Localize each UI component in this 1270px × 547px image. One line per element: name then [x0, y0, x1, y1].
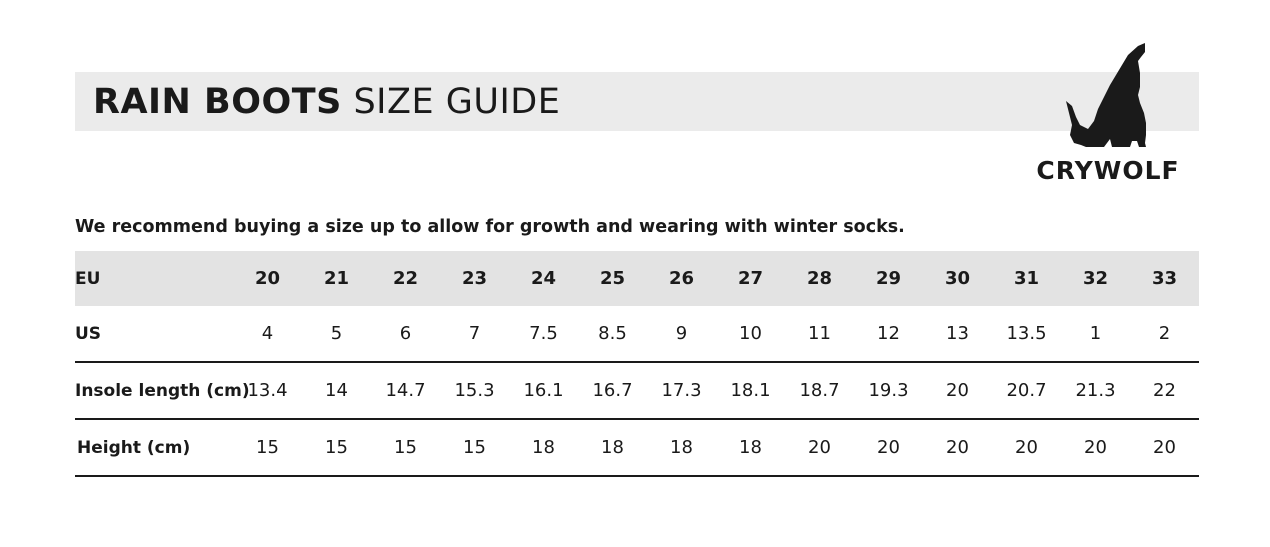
size-cell: 6: [371, 306, 440, 362]
size-cell: 15: [440, 419, 509, 476]
size-cell: 32: [1061, 251, 1130, 306]
size-cell: 20: [233, 251, 302, 306]
size-note: We recommend buying a size up to allow for growth and wearing with winter socks.: [75, 217, 905, 237]
size-cell: 13.4: [233, 362, 302, 419]
size-cell: 18.1: [716, 362, 785, 419]
size-cell: 10: [716, 306, 785, 362]
row-label-insole: Insole length (cm): [75, 362, 233, 419]
size-cell: 21.3: [1061, 362, 1130, 419]
table-row-height: [75, 419, 1199, 476]
size-cell: 28: [785, 251, 854, 306]
size-cell: 25: [578, 251, 647, 306]
brand-name: CRYWOLF: [1036, 156, 1180, 185]
size-cell: 15: [302, 419, 371, 476]
title-rest: SIZE GUIDE: [353, 82, 561, 122]
size-cell: 18: [509, 419, 578, 476]
row-label-eu: EU: [75, 251, 233, 306]
size-cell: 33: [1130, 251, 1199, 306]
size-cell: 20: [923, 362, 992, 419]
size-cell: 13: [923, 306, 992, 362]
howling-wolf-icon: [1066, 43, 1148, 151]
size-cell: 18.7: [785, 362, 854, 419]
size-cell: 16.1: [509, 362, 578, 419]
size-cell: 15: [233, 419, 302, 476]
size-table: [75, 251, 1199, 477]
size-cell: 20: [1061, 419, 1130, 476]
size-cell: 5: [302, 306, 371, 362]
size-cell: 26: [647, 251, 716, 306]
size-cell: 22: [1130, 362, 1199, 419]
size-cell: 11: [785, 306, 854, 362]
size-cell: 21: [302, 251, 371, 306]
size-cell: 22: [371, 251, 440, 306]
size-cell: 29: [854, 251, 923, 306]
size-cell: 19.3: [854, 362, 923, 419]
row-label-height: Height (cm): [75, 419, 233, 476]
size-cell: 20: [1130, 419, 1199, 476]
size-cell: 24: [509, 251, 578, 306]
row-label-us: US: [75, 306, 233, 362]
size-cell: 31: [992, 251, 1061, 306]
size-cell: 15: [371, 419, 440, 476]
size-cell: 14.7: [371, 362, 440, 419]
size-cell: 30: [923, 251, 992, 306]
size-cell: 14: [302, 362, 371, 419]
size-cell: 20: [992, 419, 1061, 476]
size-cell: 18: [578, 419, 647, 476]
size-cell: 27: [716, 251, 785, 306]
size-cell: 20.7: [992, 362, 1061, 419]
table-row-us: [75, 306, 1199, 362]
size-cell: 16.7: [578, 362, 647, 419]
size-cell: 1: [1061, 306, 1130, 362]
size-cell: 12: [854, 306, 923, 362]
size-cell: 7: [440, 306, 509, 362]
size-cell: 18: [716, 419, 785, 476]
title-bold: RAIN BOOTS: [93, 82, 342, 122]
size-cell: 8.5: [578, 306, 647, 362]
size-cell: 20: [785, 419, 854, 476]
size-cell: 17.3: [647, 362, 716, 419]
size-cell: 4: [233, 306, 302, 362]
size-cell: 15.3: [440, 362, 509, 419]
size-cell: 23: [440, 251, 509, 306]
size-cell: 13.5: [992, 306, 1061, 362]
size-cell: 9: [647, 306, 716, 362]
size-cell: 2: [1130, 306, 1199, 362]
size-cell: 18: [647, 419, 716, 476]
page-title: [93, 80, 560, 124]
size-cell: 20: [854, 419, 923, 476]
size-cell: 7.5: [509, 306, 578, 362]
table-row-insole: [75, 362, 1199, 419]
table-row-eu: [75, 251, 1199, 306]
size-cell: 20: [923, 419, 992, 476]
brand-logo: [1030, 40, 1186, 186]
